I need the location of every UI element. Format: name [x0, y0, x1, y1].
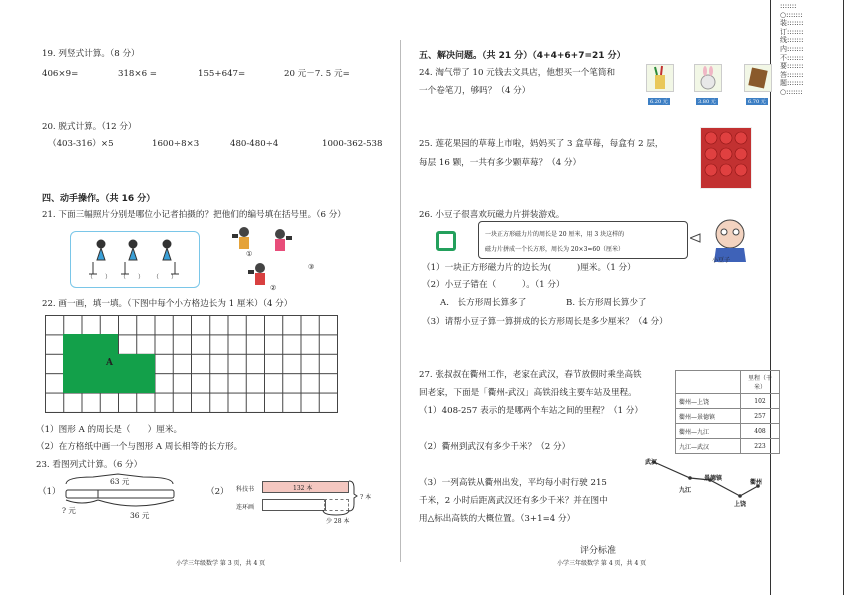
q21-blank-1[interactable]: （ ） [87, 274, 112, 281]
reporter-mark-1: ① [246, 250, 253, 258]
q22-grid[interactable] [45, 315, 338, 413]
reporter-1 [232, 227, 249, 249]
q27-sub3b: 千米，2 小时后距离武汉还有多少千米？并在图中 [419, 496, 608, 506]
photo-girl-1 [89, 240, 105, 274]
q23-title: 23. 看图列式计算。（6 分） [36, 460, 143, 470]
q23-p2-row2: 连环画 [236, 504, 255, 511]
bubble-line-1: 一块正方形磁力片的周长是 20 厘米，用 3 块这样的 [485, 231, 625, 238]
q27-sub2: （2）衢州到武汉有多少千米？（2 分） [419, 442, 571, 452]
q26-sub3: （3）请帮小豆子算一算拼成的长方形周长是多少厘米？（4 分） [422, 317, 668, 327]
reporter-3 [248, 263, 265, 285]
shape-a-right [118, 354, 155, 393]
q21-reporters [228, 222, 328, 294]
q23-p2-bar2 [262, 499, 326, 511]
q22-sub1: （1）图形 A 的周长是（ ）厘米。 [36, 425, 183, 435]
q27-sub3a: （3）一列高铁从衢州出发，平均每小时行驶 215 [419, 478, 607, 488]
price-2: 3.80 元 [698, 99, 716, 105]
q20-title: 20. 脱式计算。（12 分） [42, 122, 137, 132]
q23-p2-brace [347, 480, 359, 512]
q23-p1-part: 36 元 [130, 511, 150, 520]
q20-item-4: 1000-362-538 [322, 139, 383, 149]
table-row [676, 409, 780, 424]
q23-part2-label: （2） [206, 487, 229, 497]
reporter-2 [275, 229, 292, 251]
q25-line2: 每层 16 颗，一共有多少颗草莓？（4 分） [419, 158, 582, 168]
section-5-heading: 五、解决问题。（共 21 分）（4+4+6+7=21 分） [419, 51, 626, 61]
table-row [676, 394, 780, 409]
strawberry-box-image [700, 127, 752, 189]
q27-line1: 27. 张叔叔在衢州工作，老家在武汉，春节放假时乘坐高铁 [419, 370, 642, 380]
q23-p2-row1: 科技书 [236, 486, 255, 493]
q23-p2-bar1 [262, 481, 349, 493]
binding-warning-text: :::::::○:::::::装:::::::订:::::::线:::::::内:::::::不:::::::要:::::::答:::::::题:::::::○::::::: [780, 2, 804, 96]
q26-sub1: （1）一块正方形磁力片的边长为( )厘米。（1 分） [422, 263, 636, 273]
table-header-blank [676, 371, 741, 394]
map-label-wuhan: 武汉 [645, 459, 658, 466]
xiaodouzi-label: 小豆子 [712, 257, 731, 264]
photo-girl-2 [121, 240, 137, 274]
reporter-mark-2: ② [270, 284, 277, 292]
q23-p2-less: 少 28 本 [326, 518, 350, 525]
table-cell: 九江—武汉 [676, 439, 741, 454]
price-1: 6.20 元 [650, 99, 668, 105]
table-header-row [676, 371, 780, 394]
page-divider [400, 40, 401, 562]
q26-speech-bubble [478, 221, 688, 259]
q24-line2: 一个卷笔刀，够吗？（4 分） [419, 86, 531, 96]
photo-girl-3 [163, 240, 179, 274]
table-cell: 衢州—景德镇 [676, 409, 741, 424]
q27-sub3c: 用△标出高铁的大概位置。（3+1=4 分） [419, 514, 576, 524]
footer-page3: 小学三年级数学 第 3 页，共 4 页 [176, 560, 266, 567]
q26-option-b[interactable]: B. 长方形周长算少了 [566, 298, 647, 308]
q20-item-2: 1600÷8×3 [152, 139, 200, 149]
q22-sub2: （2）在方格纸中画一个与图形 A 周长相等的长方形。 [36, 442, 243, 452]
table-cell: 衢州—九江 [676, 424, 741, 439]
map-label-quzhou: 衢州 [750, 479, 763, 486]
section-4-heading: 四、动手操作。（共 16 分） [42, 194, 156, 204]
q23-p1-unknown: ? 元 [62, 506, 76, 515]
q23-p1-total: 63 元 [110, 477, 130, 486]
price-3: 6.70 元 [748, 99, 766, 105]
table-cell: 223 [741, 439, 780, 454]
q21-blank-3[interactable]: （ ） [153, 274, 178, 281]
q26-title: 26. 小豆子很喜欢玩磁力片拼装游戏。 [419, 210, 565, 220]
q23-p2-row1-value: 132 本 [293, 485, 313, 492]
q27-line2: 回老家，下面是「衢州-武汉」高铁沿线主要车站及里程。 [419, 388, 637, 398]
q23-part1-label: （1） [38, 487, 61, 497]
q20-item-1: （403-316）×5 [48, 139, 114, 149]
q23-p2-unknown: ? 本 [360, 494, 372, 501]
q19-title: 19. 列竖式计算。（8 分） [42, 49, 140, 59]
q19-item-4: 20 元－7. 5 元= [284, 69, 350, 79]
binding-line-right [843, 0, 844, 595]
pen-holder-icon [646, 64, 674, 92]
rabbit-sharpener-icon [694, 64, 722, 92]
q24-line1: 24. 淘气带了 10 元钱去文具店，他想买一个笔筒和 [419, 68, 616, 78]
q25-line1: 25. 莲花果园的草莓上市啦，妈妈买了 3 盒草莓，每盒有 2 层， [419, 139, 664, 149]
map-label-shangrao: 上饶 [734, 501, 747, 508]
grading-standard-link[interactable]: 评分标准 [580, 546, 617, 556]
map-label-jingdezhen: 景德镇 [704, 475, 723, 482]
map-label-jiujiang: 九江 [679, 487, 692, 494]
table-row [676, 424, 780, 439]
table-cell: 257 [741, 409, 780, 424]
footer-page4: 小学三年级数学 第 4 页，共 4 页 [557, 560, 647, 567]
q26-option-a[interactable]: A. 长方形周长算多了 [440, 298, 527, 308]
table-cell: 衢州—上饶 [676, 394, 741, 409]
q19-item-3: 155+647= [198, 69, 246, 79]
mileage-table [675, 370, 780, 454]
q20-item-3: 480-480÷4 [230, 139, 279, 149]
q27-sub1: （1）408-257 表示的是哪两个车站之间的里程？（1 分） [419, 406, 643, 416]
q22-title: 22. 画一画，填一填。（下图中每个小方格边长为 1 厘米）（4 分） [42, 299, 293, 309]
reporter-mark-3: ③ [308, 263, 315, 271]
q19-item-2: 318×6 = [118, 69, 158, 79]
sharpener-box-icon [744, 64, 772, 92]
q21-title: 21. 下面三幅照片分别是哪位小记者拍摄的？把他们的编号填在括号里。（6 分） [42, 210, 346, 220]
q19-item-1: 406×9= [42, 69, 79, 79]
q21-blank-2[interactable]: （ ） [120, 274, 145, 281]
table-cell: 408 [741, 424, 780, 439]
table-header: 里程（千米） [741, 371, 780, 394]
shape-a-label: A [106, 358, 113, 368]
q26-sub2: （2）小豆子错在（ ）。（1 分） [422, 280, 565, 290]
table-cell: 102 [741, 394, 780, 409]
magnet-tile-icon [436, 231, 456, 251]
bubble-line-2: 磁力片拼成一个长方形，周长为 20×3=60（厘米） [485, 246, 625, 253]
